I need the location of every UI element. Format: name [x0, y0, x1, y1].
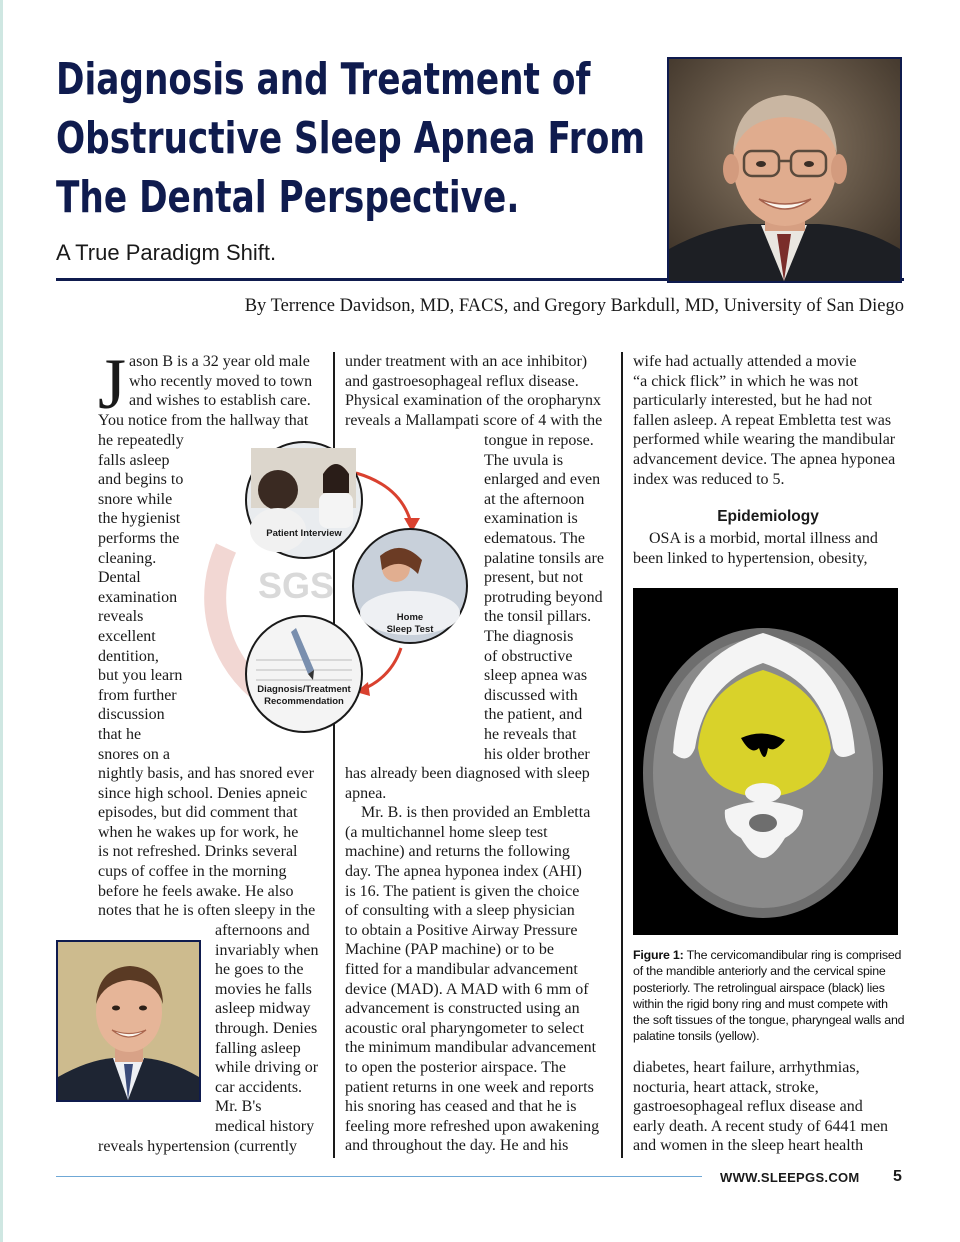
text-line: and gastroesophageal reflux disease.	[345, 372, 579, 390]
text-line: he reveals that	[484, 725, 577, 743]
text-line: reveals	[98, 608, 144, 626]
body-text	[215, 921, 319, 1137]
text-line: index was reduced to 5.	[633, 470, 785, 488]
text-line: tongue in repose.	[484, 432, 594, 449]
text-line: The diagnosis	[484, 627, 574, 645]
text-line: nightly basis, and has snored ever	[98, 765, 314, 782]
text-line: nocturia, heart attack, stroke,	[633, 1078, 819, 1096]
text-line: machine) and returns the following	[345, 843, 570, 861]
text-line: from further	[98, 686, 177, 704]
step-patient-interview	[246, 442, 362, 558]
text-line: fallen asleep. A repeat Embletta test was	[633, 411, 892, 429]
page-edge	[0, 0, 3, 1242]
text-line: feeling more refreshed upon awakening	[345, 1117, 600, 1135]
text-line: the hygienist	[98, 510, 181, 528]
text-line: edematous. The	[484, 529, 586, 547]
text-line: performs the	[98, 529, 180, 547]
text-line: and throughout the day. He and his	[345, 1137, 569, 1155]
author-photo-barkdull	[56, 940, 201, 1102]
text-line: medical history	[215, 1117, 315, 1135]
text-line: falling asleep	[215, 1039, 301, 1057]
text-line: he repeatedly	[98, 432, 184, 449]
text-line: dentition,	[98, 647, 159, 665]
drop-cap: J	[98, 344, 127, 424]
treatment-cycle-diagram	[196, 438, 486, 738]
body-text	[345, 764, 599, 1156]
text-line: reveals a Mallampati score of 4 with the	[345, 411, 603, 429]
text-line: early death. A recent study of 6441 men	[633, 1117, 889, 1135]
text-line: examination is	[484, 510, 578, 528]
text-line: OSA is a morbid, mortal illness and	[633, 530, 878, 547]
text-line: when he wakes up for work, he	[98, 823, 299, 841]
body-text	[633, 529, 878, 568]
caption-line: posteriorly. The retrolingual airspace (black) lies	[633, 980, 885, 995]
caption-line: the soft tissues of the tongue, pharyngeal walls and	[633, 1013, 905, 1028]
text-line: enlarged and even	[484, 471, 601, 489]
caption-line: within the rigid bony ring and must compete with	[633, 996, 888, 1011]
title-line: Diagnosis and Treatment of	[56, 54, 591, 105]
text-line: has already been diagnosed with sleep	[345, 765, 590, 782]
text-line: discussed with	[484, 686, 578, 704]
text-line: while driving or	[215, 1059, 319, 1077]
column-divider	[621, 352, 623, 1158]
text-line: performed while wearing the mandibular	[633, 431, 896, 449]
text-line: snore while	[98, 490, 173, 508]
text-line: car accidents.	[215, 1078, 303, 1096]
text-line: advancement is constructed using an	[345, 1000, 580, 1018]
text-line: You notice from the hallway that	[98, 412, 309, 429]
text-line: his older brother	[484, 745, 590, 763]
text-line: of obstructive	[484, 647, 573, 665]
body-text	[98, 411, 308, 431]
text-line: Machine (PAP machine) or to be	[345, 941, 554, 959]
text-line: acoustic oral pharyngometer to select	[345, 1019, 585, 1037]
step-diagnosis-recommendation	[246, 616, 362, 732]
body-text	[633, 352, 895, 489]
text-line: Physical examination of the oropharynx	[345, 392, 601, 410]
figure-label: Figure 1:	[633, 948, 684, 962]
text-line: patient returns in one week and reports	[345, 1078, 594, 1096]
text-line: been linked to hypertension, obesity,	[633, 549, 868, 567]
text-line: excellent	[98, 627, 156, 645]
text-line: is not refreshed. Drinks several	[98, 843, 298, 861]
step-home-sleep-test	[353, 529, 467, 643]
text-line: fitted for a mandibular advancement	[345, 960, 578, 978]
text-line: palatine tonsils are	[484, 549, 604, 567]
cycle-arrow	[356, 473, 411, 523]
caption-line: of the mandible anteriorly and the cervical spine	[633, 964, 886, 979]
step-label: Sleep Test	[386, 624, 434, 635]
step-label: Diagnosis/Treatment	[257, 684, 351, 695]
text-line: of consulting with a sleep physician	[345, 902, 575, 920]
text-line: to obtain a Positive Airway Pressure	[345, 921, 578, 939]
footer-rule	[56, 1176, 702, 1177]
text-line: and begins to	[98, 471, 184, 489]
title-line: The Dental Perspective.	[56, 172, 520, 223]
step-label: Home	[396, 612, 424, 623]
article-title	[56, 50, 646, 227]
text-line: snores on a	[98, 745, 170, 763]
text-line: and wishes to establish care.	[129, 392, 311, 410]
caption-line	[633, 947, 905, 963]
text-line: diabetes, heart failure, arrhythmias,	[633, 1059, 860, 1076]
text-line: cleaning.	[98, 549, 157, 567]
text-line: who recently moved to town	[129, 372, 313, 390]
text-line: reveals hypertension (currently	[98, 1138, 298, 1155]
text-line: he goes to the	[215, 961, 304, 979]
text-line: at the afternoon	[484, 490, 585, 508]
step-label: Patient Interview	[266, 528, 342, 539]
text-line: episodes, but did comment that	[98, 804, 298, 822]
text-line: “a chick flick” in which he was not	[633, 372, 859, 390]
text-line: to open the posterior airspace. The	[345, 1058, 566, 1076]
body-text	[484, 431, 604, 764]
text-line: advancement device. The apnea hyponea	[633, 450, 896, 468]
text-line: apnea.	[345, 784, 387, 802]
text-line: but you learn	[98, 667, 183, 685]
text-line: movies he falls	[215, 980, 312, 998]
text-line: gastroesophageal reflux disease and	[633, 1098, 863, 1116]
figure-caption	[633, 947, 905, 1045]
body-text	[129, 352, 312, 411]
text-line: is 16. The patient is given the choice	[345, 882, 580, 900]
text-line: falls asleep	[98, 451, 170, 469]
text-line: before he feels awake. He also	[98, 882, 294, 900]
text-line: invariably when	[215, 941, 319, 959]
author-photo-davidson	[667, 57, 902, 283]
website-link[interactable]: WWW.SLEEPGS.COM	[720, 1170, 860, 1185]
article-subtitle: A True Paradigm Shift.	[56, 240, 277, 265]
title-line: Obstructive Sleep Apnea From	[56, 113, 646, 164]
text-line: notes that he is often sleepy in the	[98, 902, 316, 920]
text-line: examination	[98, 588, 178, 606]
text-line: the minimum mandibular advancement	[345, 1039, 597, 1057]
text-line: Mr. B's	[215, 1098, 262, 1116]
text-line: particularly interested, but he had not	[633, 392, 873, 410]
text-line: (a multichannel home sleep test	[345, 823, 548, 841]
body-text	[345, 352, 602, 430]
text-line: since high school. Denies apneic	[98, 784, 308, 802]
text-line: day. The apnea hyponea index (AHI)	[345, 862, 582, 880]
caption-line: palatine tonsils (yellow).	[633, 1029, 760, 1044]
text-line: ason B is a 32 year old male	[129, 353, 310, 370]
body-text	[633, 1058, 888, 1156]
text-line: and women in the sleep heart health	[633, 1137, 864, 1155]
text-line: his snoring has ceased and that he is	[345, 1098, 577, 1116]
body-text	[98, 431, 184, 764]
text-line: sleep apnea was	[484, 667, 588, 685]
text-line: through. Denies	[215, 1019, 318, 1037]
body-text	[98, 1137, 297, 1157]
caption-text: The cervicomandibular ring is comprised	[686, 948, 902, 962]
text-line: present, but not	[484, 569, 584, 587]
text-line: that he	[98, 725, 142, 743]
text-line: Mr. B. is then provided an Embletta	[345, 804, 591, 822]
text-line: device (MAD). A MAD with 6 mm of	[345, 980, 589, 998]
sgs-watermark: SGS	[258, 565, 335, 606]
text-line: the patient, and	[484, 706, 583, 724]
text-line: asleep midway	[215, 1000, 311, 1018]
text-line: Dental	[98, 569, 141, 587]
text-line: afternoons and	[215, 922, 310, 939]
ct-scan-figure	[633, 588, 898, 935]
text-line: cups of coffee in the morning	[98, 862, 287, 880]
page-number: 5	[893, 1168, 902, 1185]
section-heading-epidemiology: Epidemiology	[717, 508, 819, 525]
text-line: under treatment with an ace inhibitor)	[345, 353, 588, 370]
text-line: the tonsil pillars.	[484, 608, 592, 626]
step-label: Recommendation	[264, 696, 344, 707]
body-text	[98, 764, 315, 921]
text-line: The uvula is	[484, 451, 564, 469]
byline: By Terrence Davidson, MD, FACS, and Gregory Barkdull, MD, University of San Diego	[244, 296, 904, 316]
text-line: protruding beyond	[484, 588, 603, 606]
text-line: discussion	[98, 706, 165, 724]
text-line: wife had actually attended a movie	[633, 353, 857, 370]
